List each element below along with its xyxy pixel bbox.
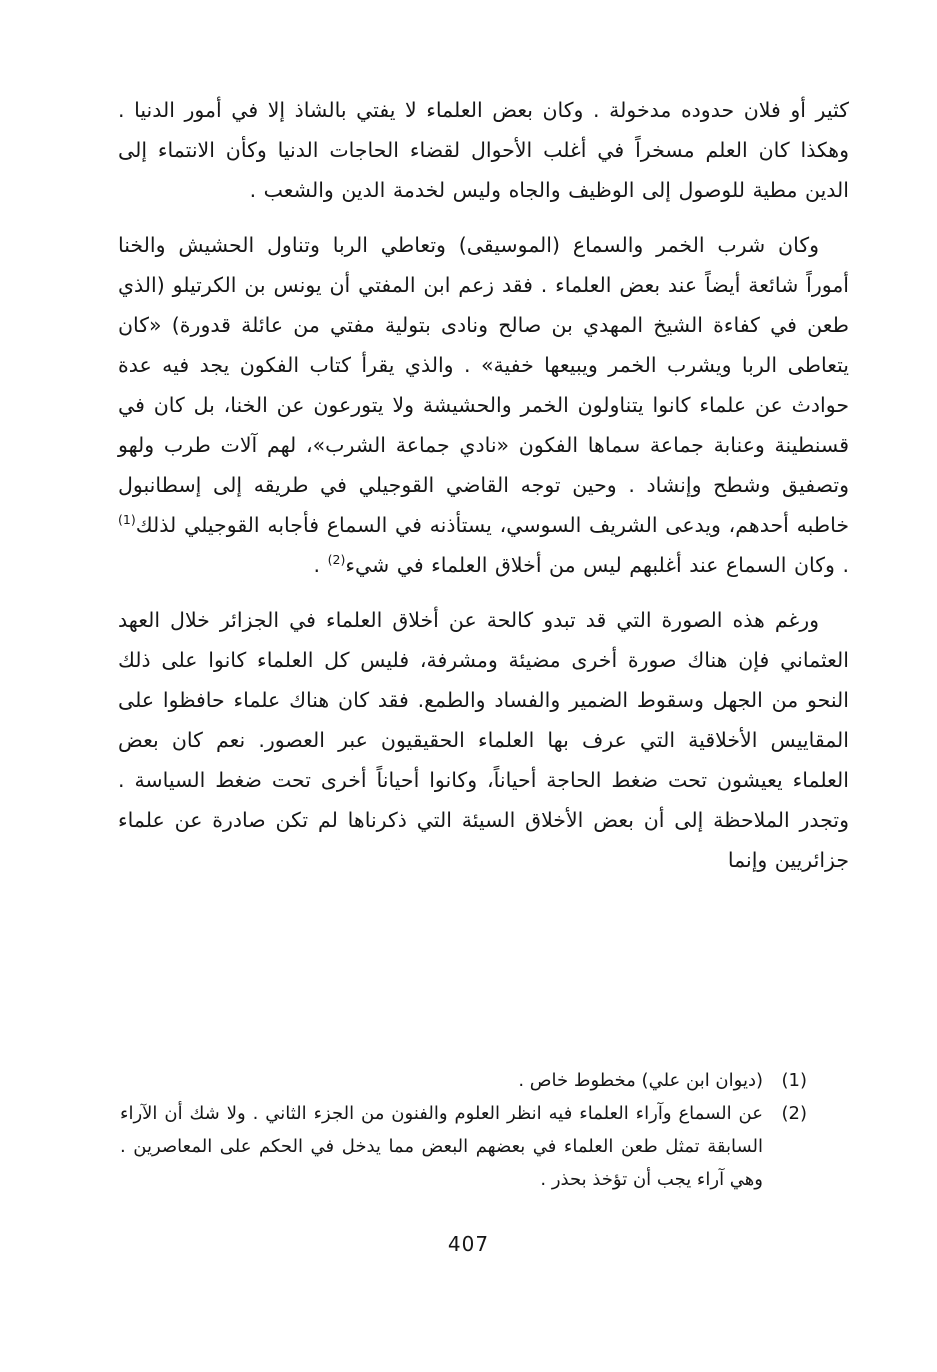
paragraph-3-text: ورغم هذه الصورة التي قد تبدو كالحة عن أخلاق العلماء في الجزائر خلال العهد العثماني فإن هناك صورة أخرى مضيئة ومشرفة، فليس كل العلماء كانوا على ذلك النحو من الجهل وسقوط الضمير والفساد والطمع. فقد كان هناك علماء حافظوا على المقاييس الأخلاقية التي عرف بها العلماء الحقيقيون عبر العصور. نعم كان بعض العلماء يعيشون تحت ضغط الحاجة أحياناً، وكانوا أحياناً أخرى تحت ضغط السياسة . وتجدر الملاحظة إلى أن بعض الأخلاق السيئة التي ذكرناها لم تكن صادرة عن علماء جزائريين وإنما <box>118 608 849 872</box>
body-text <box>118 90 849 895</box>
paragraph-1 <box>118 90 849 210</box>
footnote-ref-1: (1) <box>118 512 136 528</box>
paragraph-2-text-b: . وكان السماع عند أغلبهم ليس من أخلاق العلماء في شيء <box>345 553 849 577</box>
paragraph-2 <box>118 225 849 585</box>
footnote-1-text: (ديوان ابن علي) مخطوط خاص . <box>518 1070 763 1091</box>
page-number: 407 <box>447 1232 490 1256</box>
footnote-2-text: عن السماع وآراء العلماء فيه انظر العلوم والفنون من الجزء الثاني . ولا شك أن الآراء السابقة تمثل طعن العلماء في بعضهم البعض مما يدخل في الحكم على المعاصرين . وهي آراء يجب أن تؤخذ بحذر . <box>120 1103 763 1190</box>
footnotes-section <box>120 1064 807 1196</box>
footnote-2-marker: (2) <box>781 1103 807 1124</box>
paragraph-3 <box>118 600 849 880</box>
paragraph-2-text-c: . <box>313 553 328 577</box>
footnote-1-marker: (1) <box>781 1070 807 1091</box>
paragraph-2-text-a: وكان شرب الخمر والسماع (الموسيقى) وتعاطي الربا وتناول الحشيش والخنا أموراً شائعة أيضاً عند بعض العلماء . فقد زعم ابن المفتي أن يونس بن الكرتيلو (الذي طعن في كفاءة الشيخ المهدي بن صالح ونادى بتولية مفتي من عائلة قدورة) «كان يتعاطى الربا ويشرب الخمر ويبيعها خفية» . والذي يقرأ كتاب الفكون يجد فيه عدة حوادث عن علماء كانوا يتناولون الخمر والحشيشة ولا يتورعون عن الخنا، بل كان في قسنطينة وعنابة جماعة سماها الفكون «نادي جماعة الشرب»، لهم آلات طرب ولهو وتصفيق وشطح وإنشاد . وحين توجه القاضي القوجيلي في طريقه إلى إسطانبول خاطبه أحدهم، ويدعى الشريف السوسي، يستأذنه في السماع فأجابه القوجيلي لذلك <box>118 233 849 537</box>
paragraph-1-text: كثير أو فلان حدوده مدخولة . وكان بعض العلماء لا يفتي بالشاذ إلا في أمور الدنيا . وهكذا كان العلم مسخراً في أغلب الأحوال لقضاء الحاجات الدنيا وكأن الانتماء إلى الدين مطية للوصول إلى الوظيف والجاه وليس لخدمة الدين والشعب . <box>118 98 849 202</box>
footnote-item-2 <box>120 1097 807 1196</box>
footnote-item-1 <box>120 1064 807 1097</box>
footnote-ref-2: (2) <box>327 552 346 568</box>
